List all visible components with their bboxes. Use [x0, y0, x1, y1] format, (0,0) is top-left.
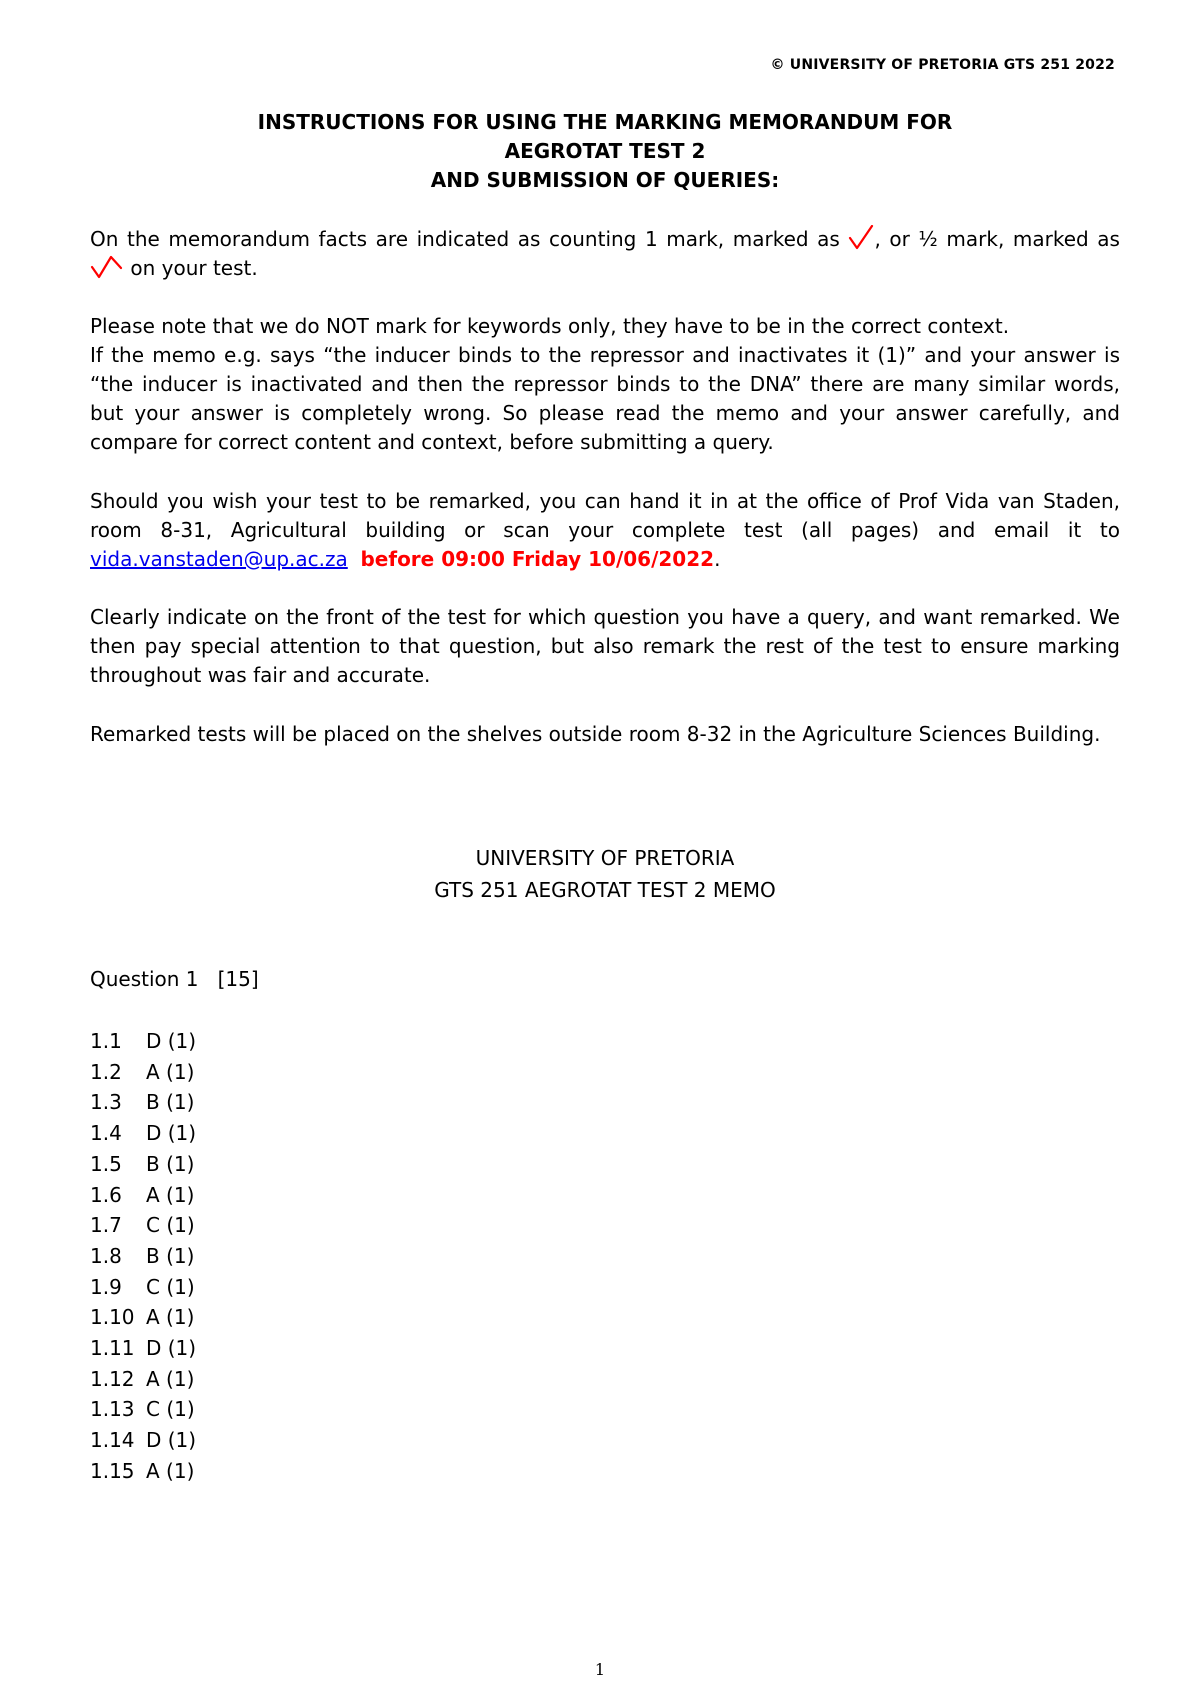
answer-number: 1.14: [90, 1428, 135, 1453]
p3-text: Should you wish your test to be remarked, you can hand it in at the office of Prof Vida van Staden, room 8-31, Agricultural building or scan your complete test (all pages) and email it to: [90, 489, 1120, 542]
answer-value: B (1): [146, 1243, 195, 1268]
answer-number: 1.11: [90, 1336, 135, 1361]
answer-value: C (1): [146, 1274, 195, 1299]
answer-row: [90, 1364, 196, 1395]
remark-submission-paragraph: [90, 487, 1120, 574]
p2-rest: If the memo e.g. says “the inducer binds to the repressor and inactivates it (1)” and your answer is “the inducer is inactivated and then the repressor binds to the DNA” there are many similar words, but your answer is completely wrong. So please read the memo and your answer carefully, and compare for correct content and context, before submitting a query.: [90, 343, 1120, 454]
deadline-text: before 09:00 Friday 10/06/2022: [360, 547, 715, 571]
answer-number: 1.4: [90, 1121, 122, 1146]
answer-number: 1.5: [90, 1151, 122, 1176]
answer-value: A (1): [146, 1182, 195, 1207]
answer-number: 1.13: [90, 1397, 135, 1422]
full-mark-tick-icon: [848, 225, 874, 251]
answer-row: [90, 1333, 196, 1364]
answer-list: [90, 1026, 196, 1487]
answer-number: 1.12: [90, 1366, 135, 1391]
copyright-header: © UNIVERSITY OF PRETORIA GTS 251 2022: [770, 57, 1115, 73]
answer-number: 1.8: [90, 1243, 122, 1268]
answer-value: D (1): [146, 1029, 197, 1053]
answer-row: [90, 1149, 196, 1180]
answer-row: [90, 1241, 196, 1272]
answer-row: [90, 1180, 196, 1211]
question-heading: Question 1 [15]: [90, 967, 259, 991]
answer-number: 1.15: [90, 1458, 135, 1483]
keywords-paragraph: [90, 312, 1120, 457]
answer-row: [90, 1057, 196, 1088]
answer-value: B (1): [146, 1090, 195, 1115]
answer-number: 1.7: [90, 1213, 122, 1238]
answer-row: [90, 1026, 196, 1057]
answer-value: B (1): [146, 1151, 195, 1176]
answer-value: D (1): [146, 1428, 197, 1453]
answer-row: [90, 1302, 196, 1333]
answer-row: [90, 1118, 196, 1149]
answer-row: [90, 1210, 196, 1241]
remarked-tests-paragraph: Remarked tests will be placed on the shelves outside room 8-32 in the Agriculture Sciences Building.: [90, 722, 1101, 746]
answer-value: A (1): [146, 1458, 195, 1483]
marking-explanation-paragraph: [90, 225, 1120, 283]
title-line-1: INSTRUCTIONS FOR USING THE MARKING MEMORANDUM FOR: [257, 110, 953, 134]
title-line-2: AEGROTAT TEST 2: [504, 139, 706, 163]
p1-text-a: On the memorandum facts are indicated as counting 1 mark, marked as: [90, 227, 849, 251]
answer-number: 1.2: [90, 1059, 122, 1084]
p2-line-1: Please note that we do NOT mark for keywords only, they have to be in the correct context.: [90, 314, 1010, 338]
memo-heading-line-2: GTS 251 AEGROTAT TEST 2 MEMO: [434, 878, 776, 902]
email-link[interactable]: vida.vanstaden@up.ac.za: [90, 547, 348, 571]
memo-heading: [90, 842, 1120, 906]
answer-value: D (1): [146, 1121, 197, 1146]
answer-row: [90, 1394, 196, 1425]
p1-text-c: on your test.: [124, 256, 258, 280]
answer-row: [90, 1456, 196, 1487]
p1-text-b: , or ½ mark, marked as: [874, 227, 1120, 251]
answer-value: A (1): [146, 1059, 195, 1084]
answer-value: C (1): [146, 1397, 195, 1422]
p3-end: .: [714, 547, 721, 571]
answer-row: [90, 1272, 196, 1303]
answer-number: 1.3: [90, 1090, 122, 1115]
answer-value: C (1): [146, 1213, 195, 1238]
instructions-title: [90, 108, 1120, 195]
answer-number: 1.1: [90, 1029, 122, 1053]
answer-number: 1.6: [90, 1182, 122, 1207]
answer-value: A (1): [146, 1366, 195, 1391]
answer-row: [90, 1425, 196, 1456]
query-indication-paragraph: Clearly indicate on the front of the test for which question you have a query, and want remarked. We then pay special attention to that question, but also remark the rest of the test to ensure marking throughout was fair and accurate.: [90, 605, 1120, 687]
answer-value: A (1): [146, 1305, 195, 1330]
memo-heading-line-1: UNIVERSITY OF PRETORIA: [475, 846, 735, 870]
half-mark-tick-icon: [90, 254, 124, 280]
title-line-3: AND SUBMISSION OF QUERIES:: [430, 168, 780, 192]
answer-row: [90, 1087, 196, 1118]
answer-number: 1.10: [90, 1305, 135, 1330]
page-number: 1: [594, 1660, 606, 1679]
answer-number: 1.9: [90, 1274, 122, 1299]
answer-value: D (1): [146, 1336, 197, 1361]
